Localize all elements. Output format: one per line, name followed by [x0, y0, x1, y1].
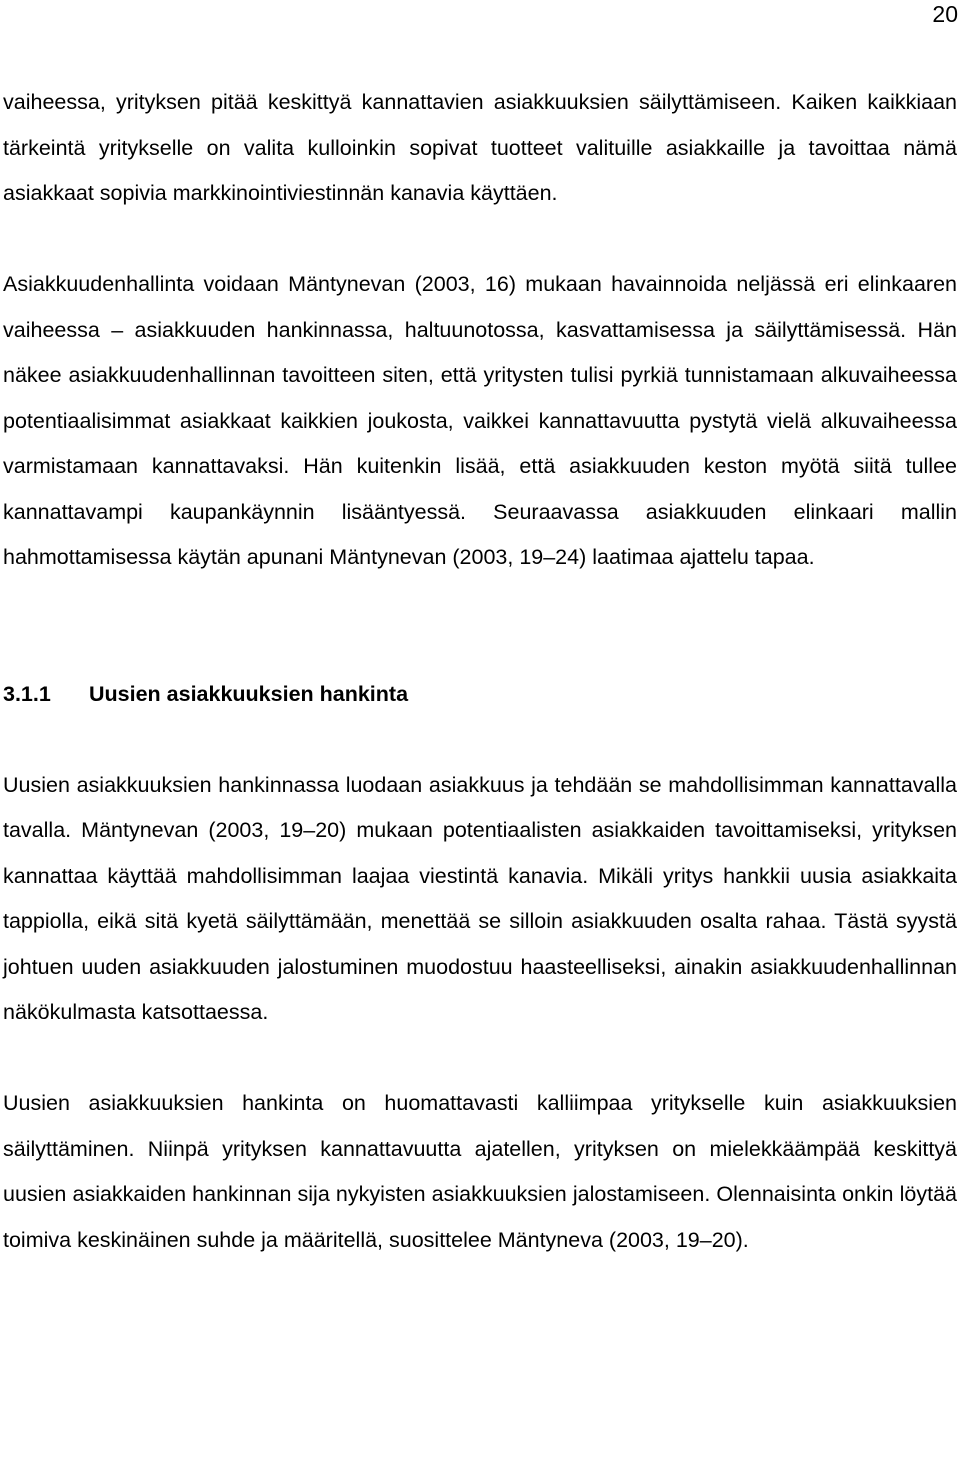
document-body	[3, 80, 957, 1263]
paragraph-2: Asiakkuudenhallinta voidaan Mäntynevan (2003, 16) mukaan havainnoida neljässä eri elinkaaren vaiheessa – asiakkuuden hankinnassa, haltuunotossa, kasvattamisessa ja säilyttämisessä. Hän näkee asiakkuudenhallinnan tavoitteen siten, että yritysten tulisi pyrkiä tunnistamaan alkuvaiheessa potentiaalisimmat asiakkaat kaikkien joukosta, vaikkei kannattavuutta pystytä vielä alkuvaiheessa varmistamaan kannattavaksi. Hän kuitenkin lisää, että asiakkuuden keston myötä siitä tullee kannattavampi kaupankäynnin lisääntyessä. Seuraavassa asiakkuuden elinkaari mallin hahmottamisessa käytän apunani Mäntynevan (2003, 19–24) laatimaa ajattelu tapaa.	[3, 272, 957, 569]
section-title: Uusien asiakkuuksien hankinta	[89, 681, 409, 706]
paragraph-4: Uusien asiakkuuksien hankinta on huomattavasti kalliimpaa yritykselle kuin asiakkuuksien säilyttäminen. Niinpä yrityksen kannattavuutta ajatellen, yrityksen on mielekkäämpää keskittyä uusien asiakkaiden hankinnan sija nykyisten asiakkuuksien jalostamiseen. Olennaisinta onkin löytää toimiva keskinäinen suhde ja määritellä, suosittelee Mäntyneva (2003, 19–20).	[3, 1091, 957, 1252]
page-number: 20	[932, 1, 958, 27]
paragraph-3: Uusien asiakkuuksien hankinnassa luodaan asiakkuus ja tehdään se mahdollisimman kannattavalla tavalla. Mäntynevan (2003, 19–20) mukaan potentiaalisten asiakkaiden tavoittamiseksi, yrityksen kannattaa käyttää mahdollisimman laajaa viestintä kanavia. Mikäli yritys hankkii uusia asiakkaita tappiolla, eikä sitä kyetä säilyttämään, menettää se silloin asiakkuuden osalta rahaa. Tästä syystä johtuen uuden asiakkuuden jalostuminen muodostuu haasteelliseksi, ainakin asiakkuudenhallinnan näkökulmasta katsottaessa.	[3, 772, 957, 1024]
section-heading	[3, 672, 957, 718]
paragraph-1: vaiheessa, yrityksen pitää keskittyä kannattavien asiakkuuksien säilyttämiseen. Kaiken kaikkiaan tärkeintä yritykselle on valita kulloinkin sopivat tuotteet valituille asiakkaille ja tavoittaa nämä asiakkaat sopivia markkinointiviestinnän kanavia käyttäen.	[3, 90, 957, 205]
section-number: 3.1.1	[3, 681, 51, 706]
